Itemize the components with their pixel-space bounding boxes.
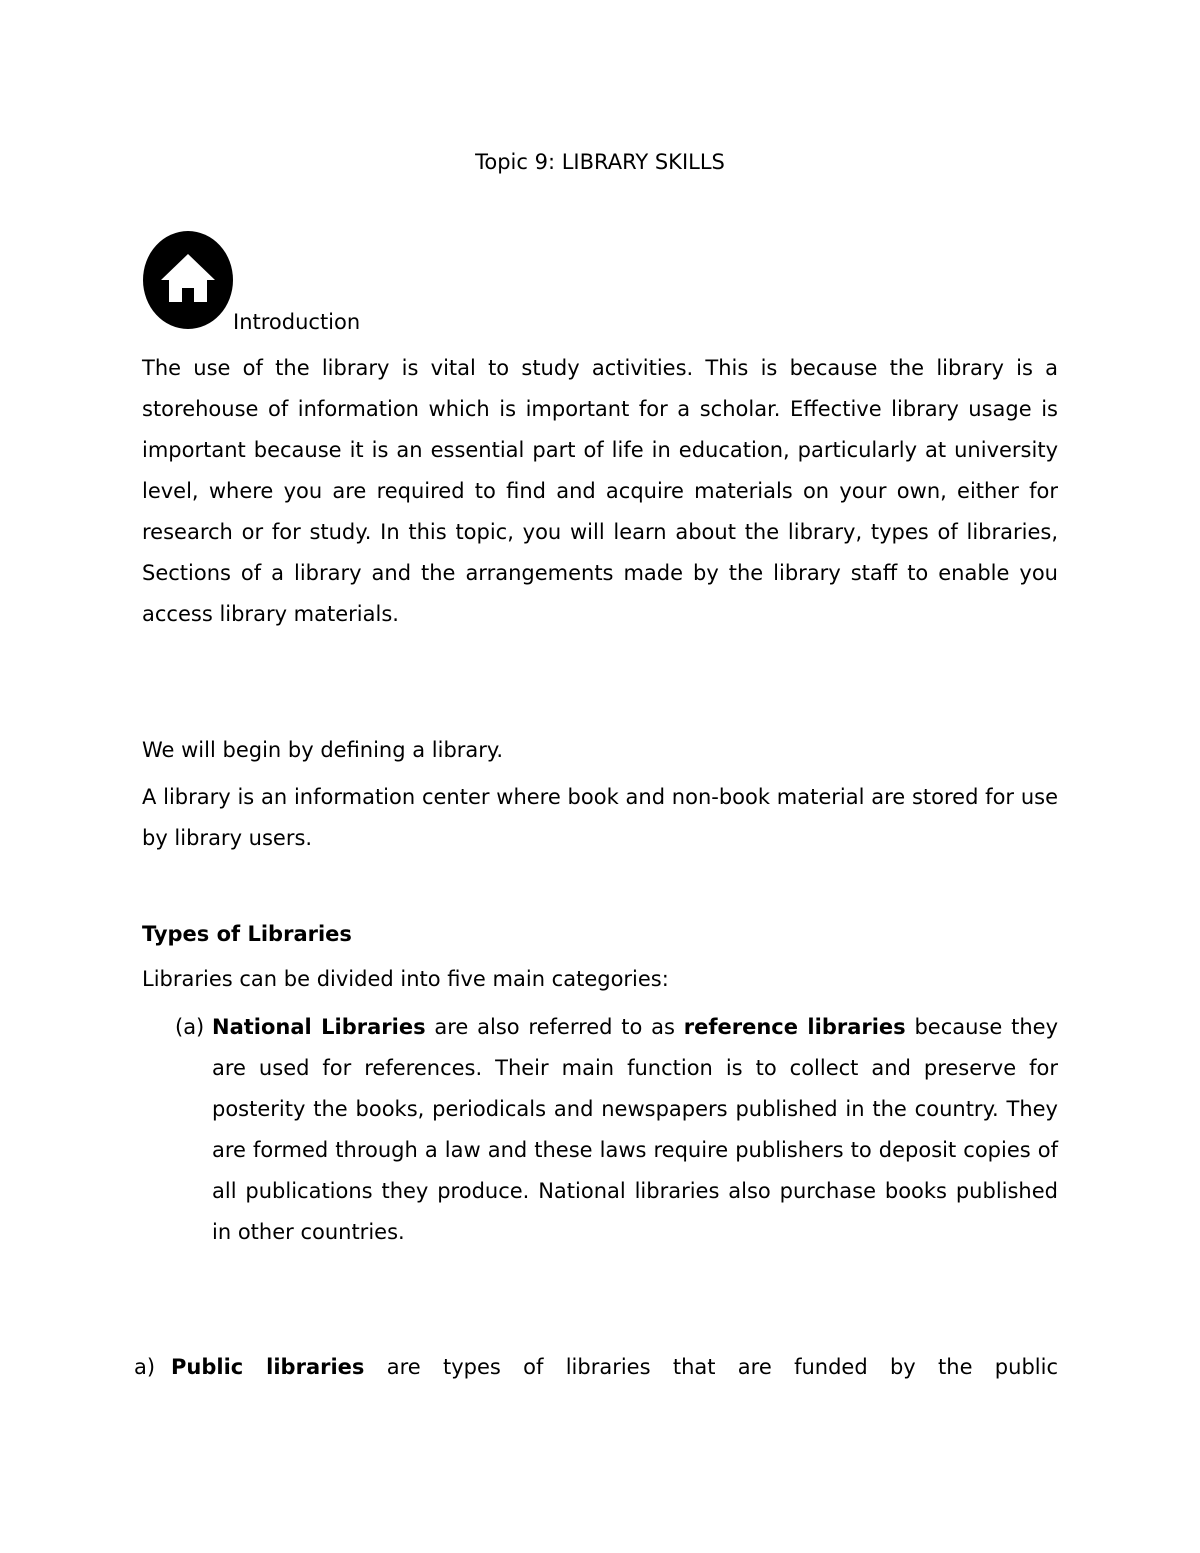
page-title: Topic 9: LIBRARY SKILLS <box>475 150 725 174</box>
library-definition: A library is an information center where book and non-book material are stored for use by library users. <box>142 785 1058 850</box>
term-reference-libraries: reference libraries <box>683 1015 906 1039</box>
introduction-heading: Introduction <box>233 310 361 334</box>
define-intro-text: We will begin by defining a library. <box>142 738 504 762</box>
term-national-libraries: National Libraries <box>212 1015 426 1039</box>
intro-paragraph: The use of the library is vital to study activities. This is because the library is a storehouse of information which is important for a scholar. Effective library usage is important because it is an essential part of life in education, particularly at university level, where you are required to find and acquire materials on your own, either for research or for study. In this topic, you will learn about the library, types of libraries, Sections of a library and the arrangements made by the library staff to enable you access library materials. <box>142 356 1058 626</box>
list-marker: (a) <box>175 1015 205 1039</box>
list-item-text: are also referred to as <box>425 1015 684 1039</box>
list-item-public-libraries <box>171 1347 1058 1388</box>
list-item-text: because they are used for references. Their main function is to collect and preserve for posterity the books, periodicals and newspapers published in the country. They are formed through a law and these laws require publishers to deposit copies of all publications they produce. National libraries also purchase books published in other countries. <box>212 1015 1058 1244</box>
list-item-national-libraries <box>212 1007 1058 1253</box>
types-intro: Libraries can be divided into five main categories: <box>142 967 669 991</box>
types-heading: Types of Libraries <box>142 922 352 946</box>
home-icon <box>142 230 234 330</box>
list-item-text: are types of libraries that are funded by the public <box>364 1355 1058 1379</box>
term-public-libraries: Public libraries <box>171 1355 365 1379</box>
list-marker: a) <box>134 1355 156 1379</box>
